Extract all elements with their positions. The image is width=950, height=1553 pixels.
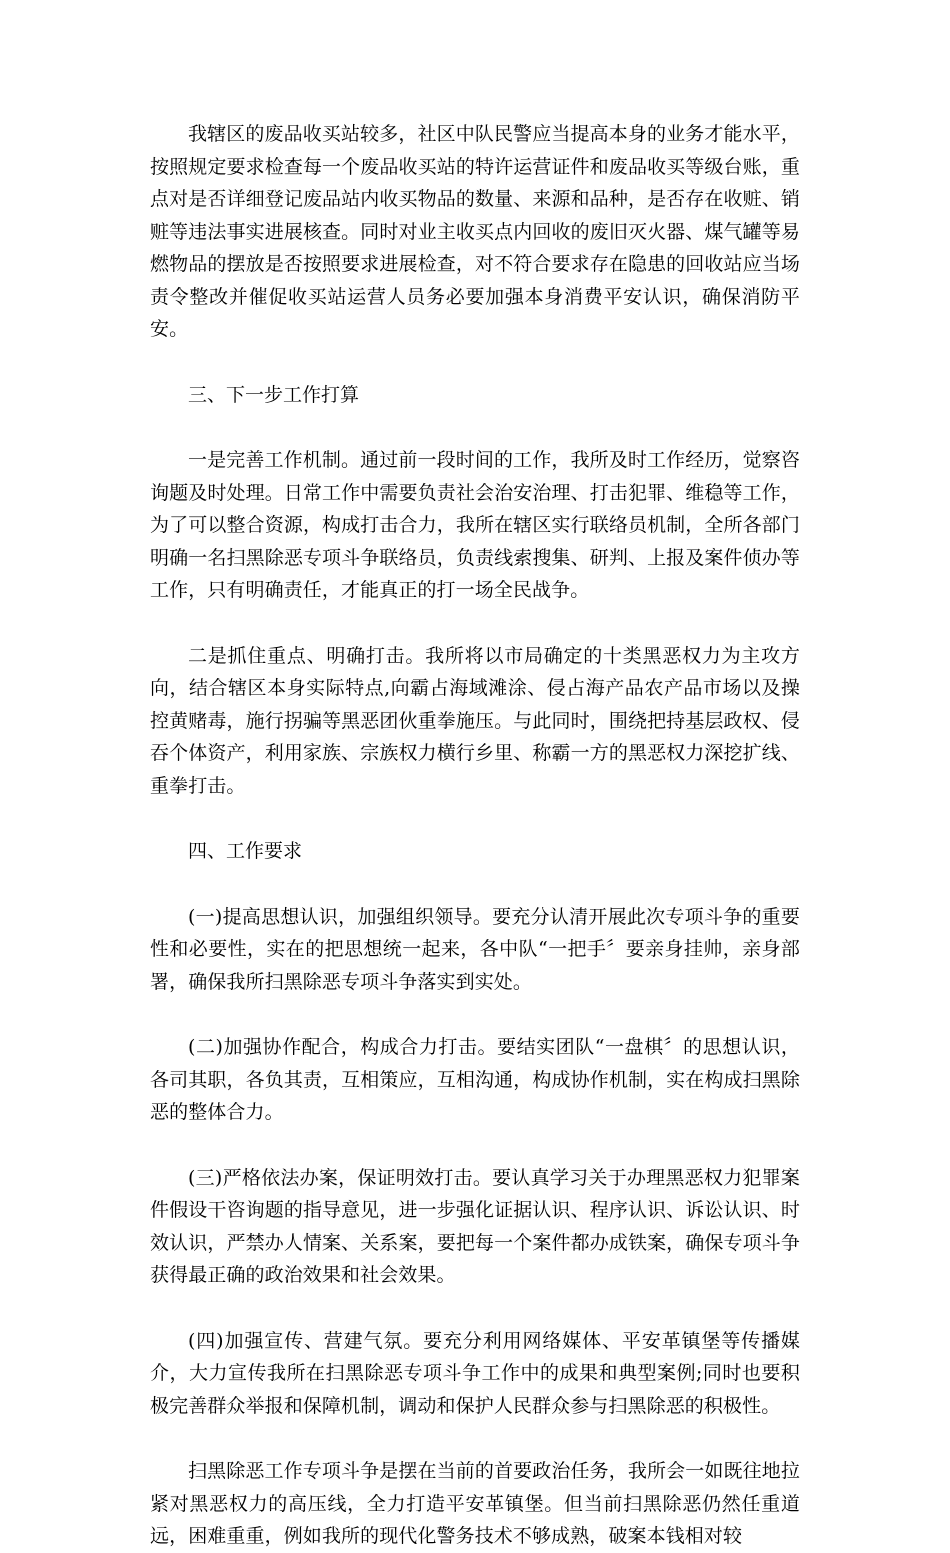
paragraph-gap [150, 802, 800, 835]
paragraph-requirement-1: (一)提高思想认识，加强组织领导。要充分认清开展此次专项斗争的重要性和必要性，实在的把思想统一起来，各中队“一把手〞要亲身挂帅，亲身部署，确保我所扫黑除恶专项斗争落实到实处。 [150, 905, 800, 993]
paragraph-key-targets: 二是抓住重点、明确打击。我所将以市局确定的十类黑恶权力为主攻方向，结合辖区本身实际特点,向霸占海域滩涂、侵占海产品农产品市场以及操控黄赌毒，施行拐骗等黑恶团伙重拳施压。与此同时，围绕把持基层政权、侵吞个体资产，利用家族、宗族权力横行乡里、称霸一方的黑恶权力深挖扩线、重拳打击。 [150, 644, 800, 797]
paragraph-gap [150, 998, 800, 1031]
paragraph-gap [150, 1422, 800, 1455]
paragraph-gap [150, 346, 800, 379]
paragraph-requirement-3: (三)严格依法办案，保证明效打击。要认真学习关于办理黑恶权力犯罪案件假设干咨询题的指导意见，进一步强化证据认识、程序认识、诉讼认识、时效认识，严禁办人情案、关系案，要把每一个案件都办成铁案，确保专项斗争获得最正确的政治效果和社会效果。 [150, 1166, 800, 1286]
paragraph-gap [150, 868, 800, 901]
paragraph-gap [150, 1129, 800, 1162]
paragraph-gap [150, 1292, 800, 1325]
paragraph-conclusion: 扫黑除恶工作专项斗争是摆在当前的首要政治任务，我所会一如既往地拉紧对黑恶权力的高压线，全力打造平安革镇堡。但当前扫黑除恶仍然任重道远，困难重重，例如我所的现代化警务技术不够成熟，破案本钱相对较 [150, 1460, 800, 1547]
paragraph-requirement-2: (二)加强协作配合，构成合力打击。要结实团队“一盘棋〞的思想认识，各司其职，各负其责，互相策应，互相沟通，构成协作机制，实在构成扫黑除恶的整体合力。 [150, 1036, 800, 1123]
section-heading-requirements: 四、工作要求 [188, 840, 303, 862]
document-body [150, 118, 800, 1553]
paragraph-gap [150, 411, 800, 444]
paragraph-gap [150, 607, 800, 640]
section-heading-next-steps: 三、下一步工作打算 [188, 383, 360, 406]
paragraph-recycling-inspection: 我辖区的废品收买站较多，社区中队民警应当提高本身的业务才能水平，按照规定要求检查每一个废品收买站的特许运营证件和废品收买等级台账，重点对是否详细登记废品站内收买物品的数量、来源和品种，是否存在收赃、销赃等违法事实进展核查。同时对业主收买点内回收的废旧灭火器、煤气罐等易燃物品的摆放是否按照要求进展检查，对不符合要求存在隐患的回收站应当场责令整改并催促收买站运营人员务必要加强本身消费平安认识，确保消防平安。 [150, 123, 800, 340]
paragraph-work-mechanism: 一是完善工作机制。通过前一段时间的工作，我所及时工作经历，觉察咨询题及时处理。日常工作中需要负责社会治安治理、打击犯罪、维稳等工作，为了可以整合资源，构成打击合力，我所在辖区实行联络员机制，全所各部门明确一名扫黑除恶专项斗争联络员，负责线索搜集、研判、上报及案件侦办等工作，只有明确责任，才能真正的打一场全民战争。 [150, 449, 800, 601]
paragraph-requirement-4: (四)加强宣传、营建气氛。要充分利用网络媒体、平安革镇堡等传播媒介，大力宣传我所在扫黑除恶专项斗争工作中的成果和典型案例;同时也要积极完善群众举报和保障机制，调动和保护人民群众参与扫黑除恶的积极性。 [150, 1329, 800, 1417]
